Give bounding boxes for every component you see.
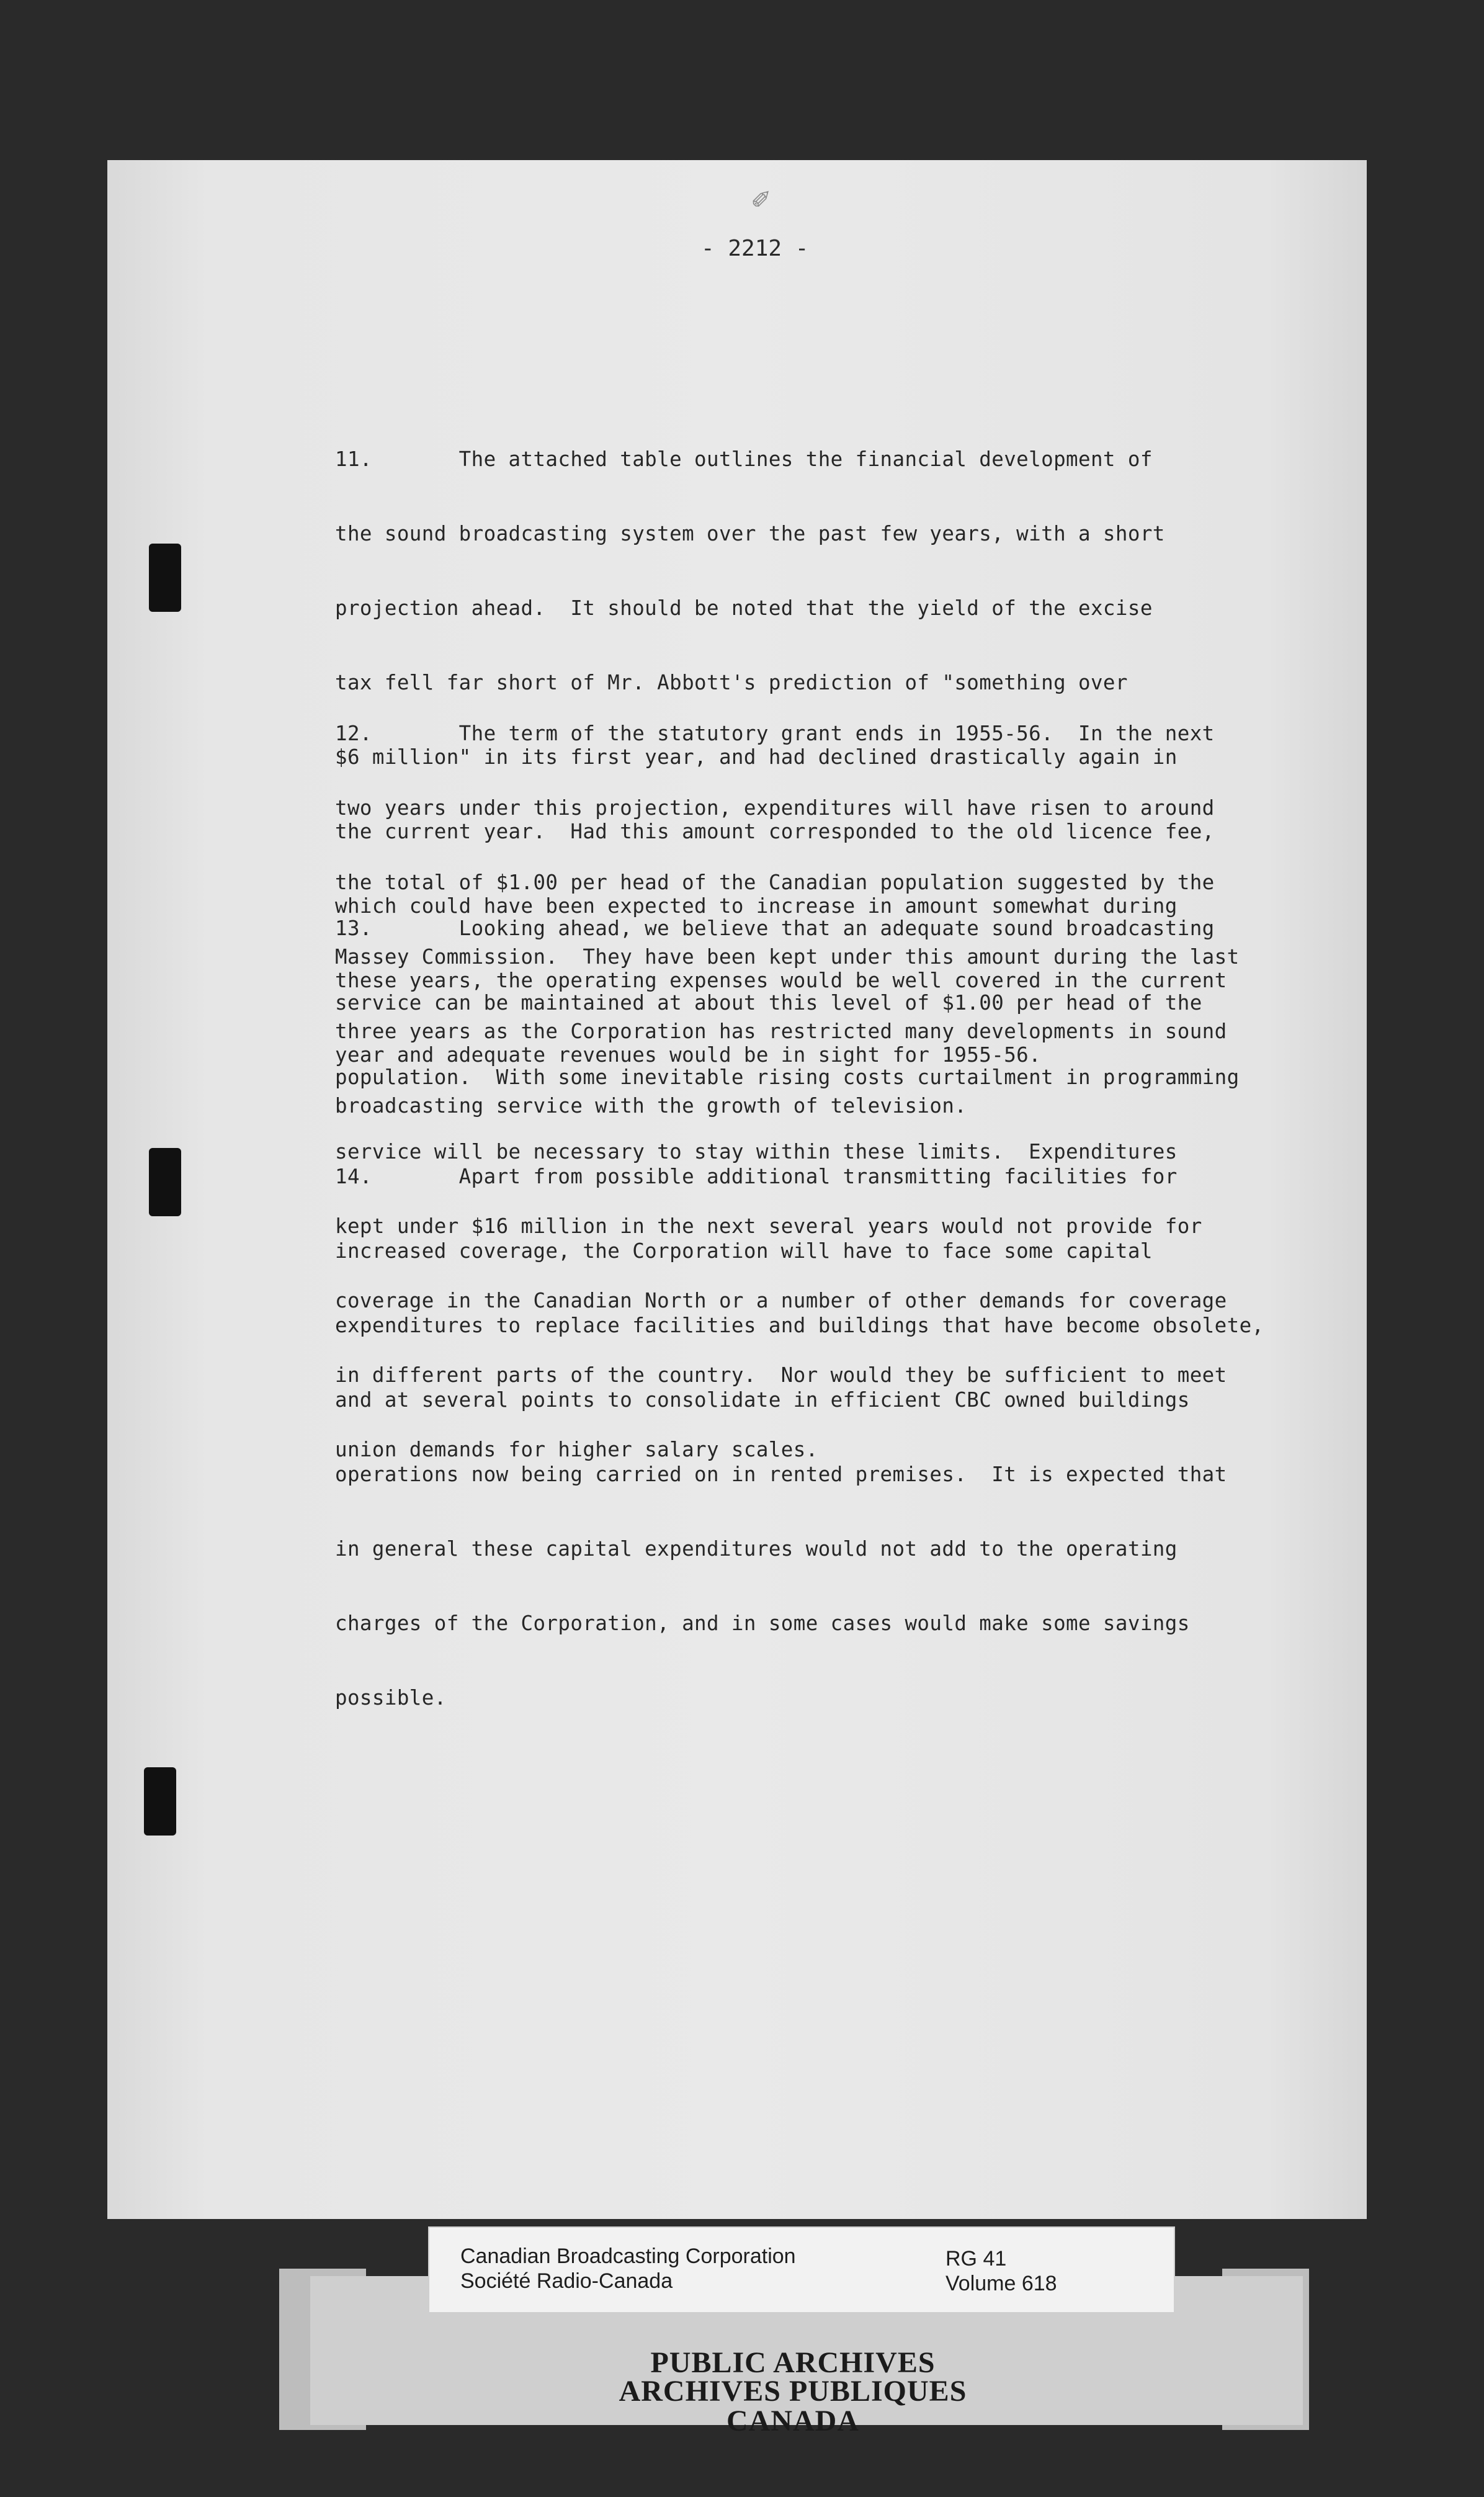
record-group: RG 41 (945, 2247, 1007, 2271)
text-line: the sound broadcasting system over the past few years, with a short (335, 522, 1165, 545)
org-name-en: Canadian Broadcasting Corporation (460, 2244, 796, 2268)
text-line: increased coverage, the Corporation will have to face some capital (335, 1239, 1153, 1263)
text-line: the total of $1.00 per head of the Canadian population suggested by the (335, 871, 1215, 894)
text-line: Massey Commission. They have been kept under this amount during the last (335, 945, 1240, 969)
text-line: kept under $16 million in the next several years would not provide for (335, 1214, 1202, 1238)
org-name-fr: Société Radio-Canada (460, 2269, 673, 2293)
text-line: in general these capital expenditures would not add to the operating (335, 1537, 1178, 1561)
text-line: 13. Looking ahead, we believe that an adequate sound broadcasting (335, 917, 1215, 940)
page-number: - 2212 - (701, 236, 809, 261)
text-line: two years under this projection, expenditures will have risen to around (335, 796, 1215, 820)
text-line: $6 million" in its first year, and had declined drastically again in (335, 745, 1178, 769)
volume-number: Volume 618 (945, 2272, 1057, 2295)
text-line: union demands for higher salary scales. (335, 1438, 818, 1461)
text-line: charges of the Corporation, and in some cases would make some savings (335, 1612, 1190, 1635)
archive-label (428, 2226, 1175, 2313)
paragraph-14 (335, 1114, 1278, 1760)
text-line: population. With some inevitable rising costs curtailment in programming (335, 1065, 1240, 1089)
text-line: operations now being carried on in rented premises. It is expected that (335, 1463, 1227, 1486)
text-line: projection ahead. It should be noted that the yield of the excise (335, 596, 1153, 620)
stamp-line-3: CANADA (726, 2405, 859, 2437)
text-line: and at several points to consolidate in efficient CBC owned buildings (335, 1388, 1190, 1412)
text-line: coverage in the Canadian North or a number of other demands for coverage (335, 1289, 1227, 1312)
text-line: possible. (335, 1686, 447, 1710)
text-line: 14. Apart from possible additional transmitting facilities for (335, 1165, 1178, 1188)
text-line: 12. The term of the statutory grant ends in 1955-56. In the next (335, 722, 1215, 745)
punch-hole (149, 1148, 181, 1216)
text-line: which could have been expected to increase in amount somewhat during (335, 894, 1178, 918)
punch-hole (149, 544, 181, 612)
text-line: the current year. Had this amount corresponded to the old licence fee, (335, 820, 1215, 843)
text-line: tax fell far short of Mr. Abbott's prediction of "something over (335, 671, 1128, 694)
stamp-line-1: PUBLIC ARCHIVES (650, 2346, 936, 2379)
text-line: three years as the Corporation has restricted many developments in sound (335, 1020, 1227, 1043)
stamp-line-2: ARCHIVES PUBLIQUES (619, 2375, 967, 2408)
text-line: service will be necessary to stay within these limits. Expenditures (335, 1140, 1178, 1163)
text-line: these years, the operating expenses would be well covered in the current (335, 969, 1227, 992)
text-line: in different parts of the country. Nor would they be sufficient to meet (335, 1363, 1227, 1387)
punch-hole (144, 1767, 176, 1836)
text-line: service can be maintained at about this level of $1.00 per head of the (335, 991, 1202, 1015)
text-line: year and adequate revenues would be in sight for 1955-56. (335, 1043, 1042, 1067)
text-line: expenditures to replace facilities and buildings that have become obsolete, (335, 1314, 1264, 1337)
paper-mark-icon: ✐ (751, 186, 772, 215)
text-line: 11. The attached table outlines the financial development of (335, 447, 1153, 471)
text-line: broadcasting service with the growth of television. (335, 1094, 967, 1118)
